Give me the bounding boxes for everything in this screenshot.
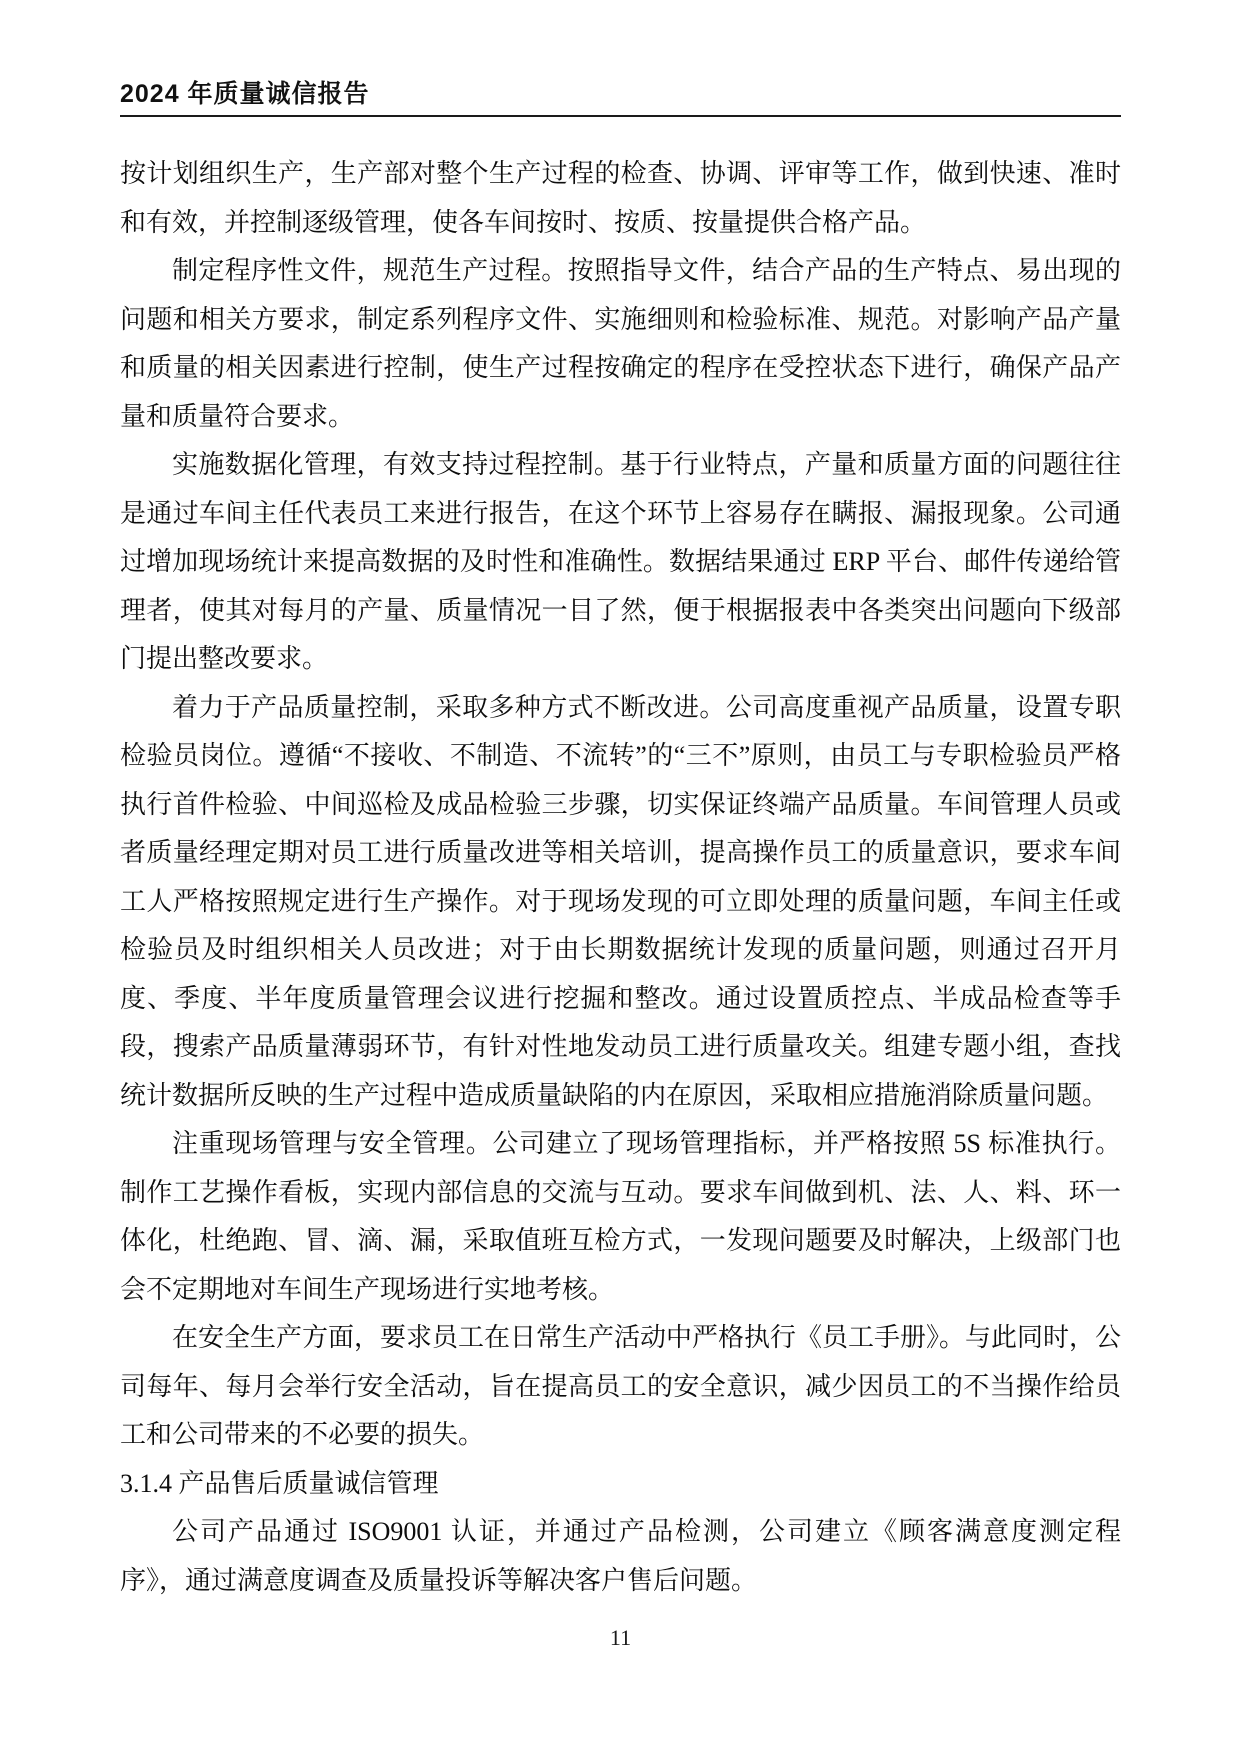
section-heading-3-1-4: 3.1.4 产品售后质量诚信管理 xyxy=(120,1468,439,1498)
page-header xyxy=(120,80,1121,117)
body-paragraph: 在安全生产方面，要求员工在日常生产活动中严格执行《员工手册》。与此同时，公司每年、每月会举行安全活动，旨在提高员工的安全意识，减少因员工的不当操作给员工和公司带来的不必要的损失。 xyxy=(120,1323,1122,1449)
body-paragraph: 着力于产品质量控制，采取多种方式不断改进。公司高度重视产品质量，设置专职检验员岗位。遵循“不接收、不制造、不流转”的“三不”原则，由员工与专职检验员严格执行首件检验、中间巡检及成品检验三步骤，切实保证终端产品质量。车间管理人员或者质量经理定期对员工进行质量改进等相关培训，提高操作员工的质量意识，要求车间工人严格按照规定进行生产操作。对于现场发现的可立即处理的质量问题，车间主任或检验员及时组织相关人员改进；对于由长期数据统计发现的质量问题，则通过召开月度、季度、半年度质量管理会议进行挖掘和整改。通过设置质控点、半成品检查等手段，搜索产品质量薄弱环节，有针对性地发动员工进行质量攻关。组建专题小组，查找统计数据所反映的生产过程中造成质量缺陷的内在原因，采取相应措施消除质量问题。 xyxy=(120,692,1121,1110)
page-footer xyxy=(0,1625,1241,1651)
body-paragraph: 注重现场管理与安全管理。公司建立了现场管理指标，并严格按照 5S 标准执行。制作工艺操作看板，实现内部信息的交流与互动。要求车间做到机、法、人、料、环一体化，杜绝跑、冒、滴、漏，采取值班互检方式，一发现问题要及时解决，上级部门也会不定期地对车间生产现场进行实地考核。 xyxy=(120,1129,1121,1304)
body-paragraph: 实施数据化管理，有效支持过程控制。基于行业特点，产量和质量方面的问题往往是通过车间主任代表员工来进行报告，在这个环节上容易存在瞒报、漏报现象。公司通过增加现场统计来提高数据的及时性和准确性。数据结果通过 ERP 平台、邮件传递给管理者，使其对每月的产量、质量情况一目了然，便于根据报表中各类突出问题向下级部门提出整改要求。 xyxy=(120,450,1121,673)
page-header-title: 2024 年质量诚信报告 xyxy=(120,80,370,108)
body-paragraph: 制定程序性文件，规范生产过程。按照指导文件，结合产品的生产特点、易出现的问题和相关方要求，制定系列程序文件、实施细则和检验标准、规范。对影响产品产量和质量的相关因素进行控制，使生产过程按确定的程序在受控状态下进行，确保产品产量和质量符合要求。 xyxy=(120,256,1121,431)
document-body xyxy=(120,150,1121,1605)
body-paragraph: 按计划组织生产，生产部对整个生产过程的检查、协调、评审等工作，做到快速、准时和有效，并控制逐级管理，使各车间按时、按质、按量提供合格产品。 xyxy=(120,159,1121,237)
body-paragraph: 公司产品通过 ISO9001 认证，并通过产品检测，公司建立《顾客满意度测定程序》，通过满意度调查及质量投诉等解决客户售后问题。 xyxy=(120,1517,1121,1595)
page-number: 11 xyxy=(609,1625,632,1650)
